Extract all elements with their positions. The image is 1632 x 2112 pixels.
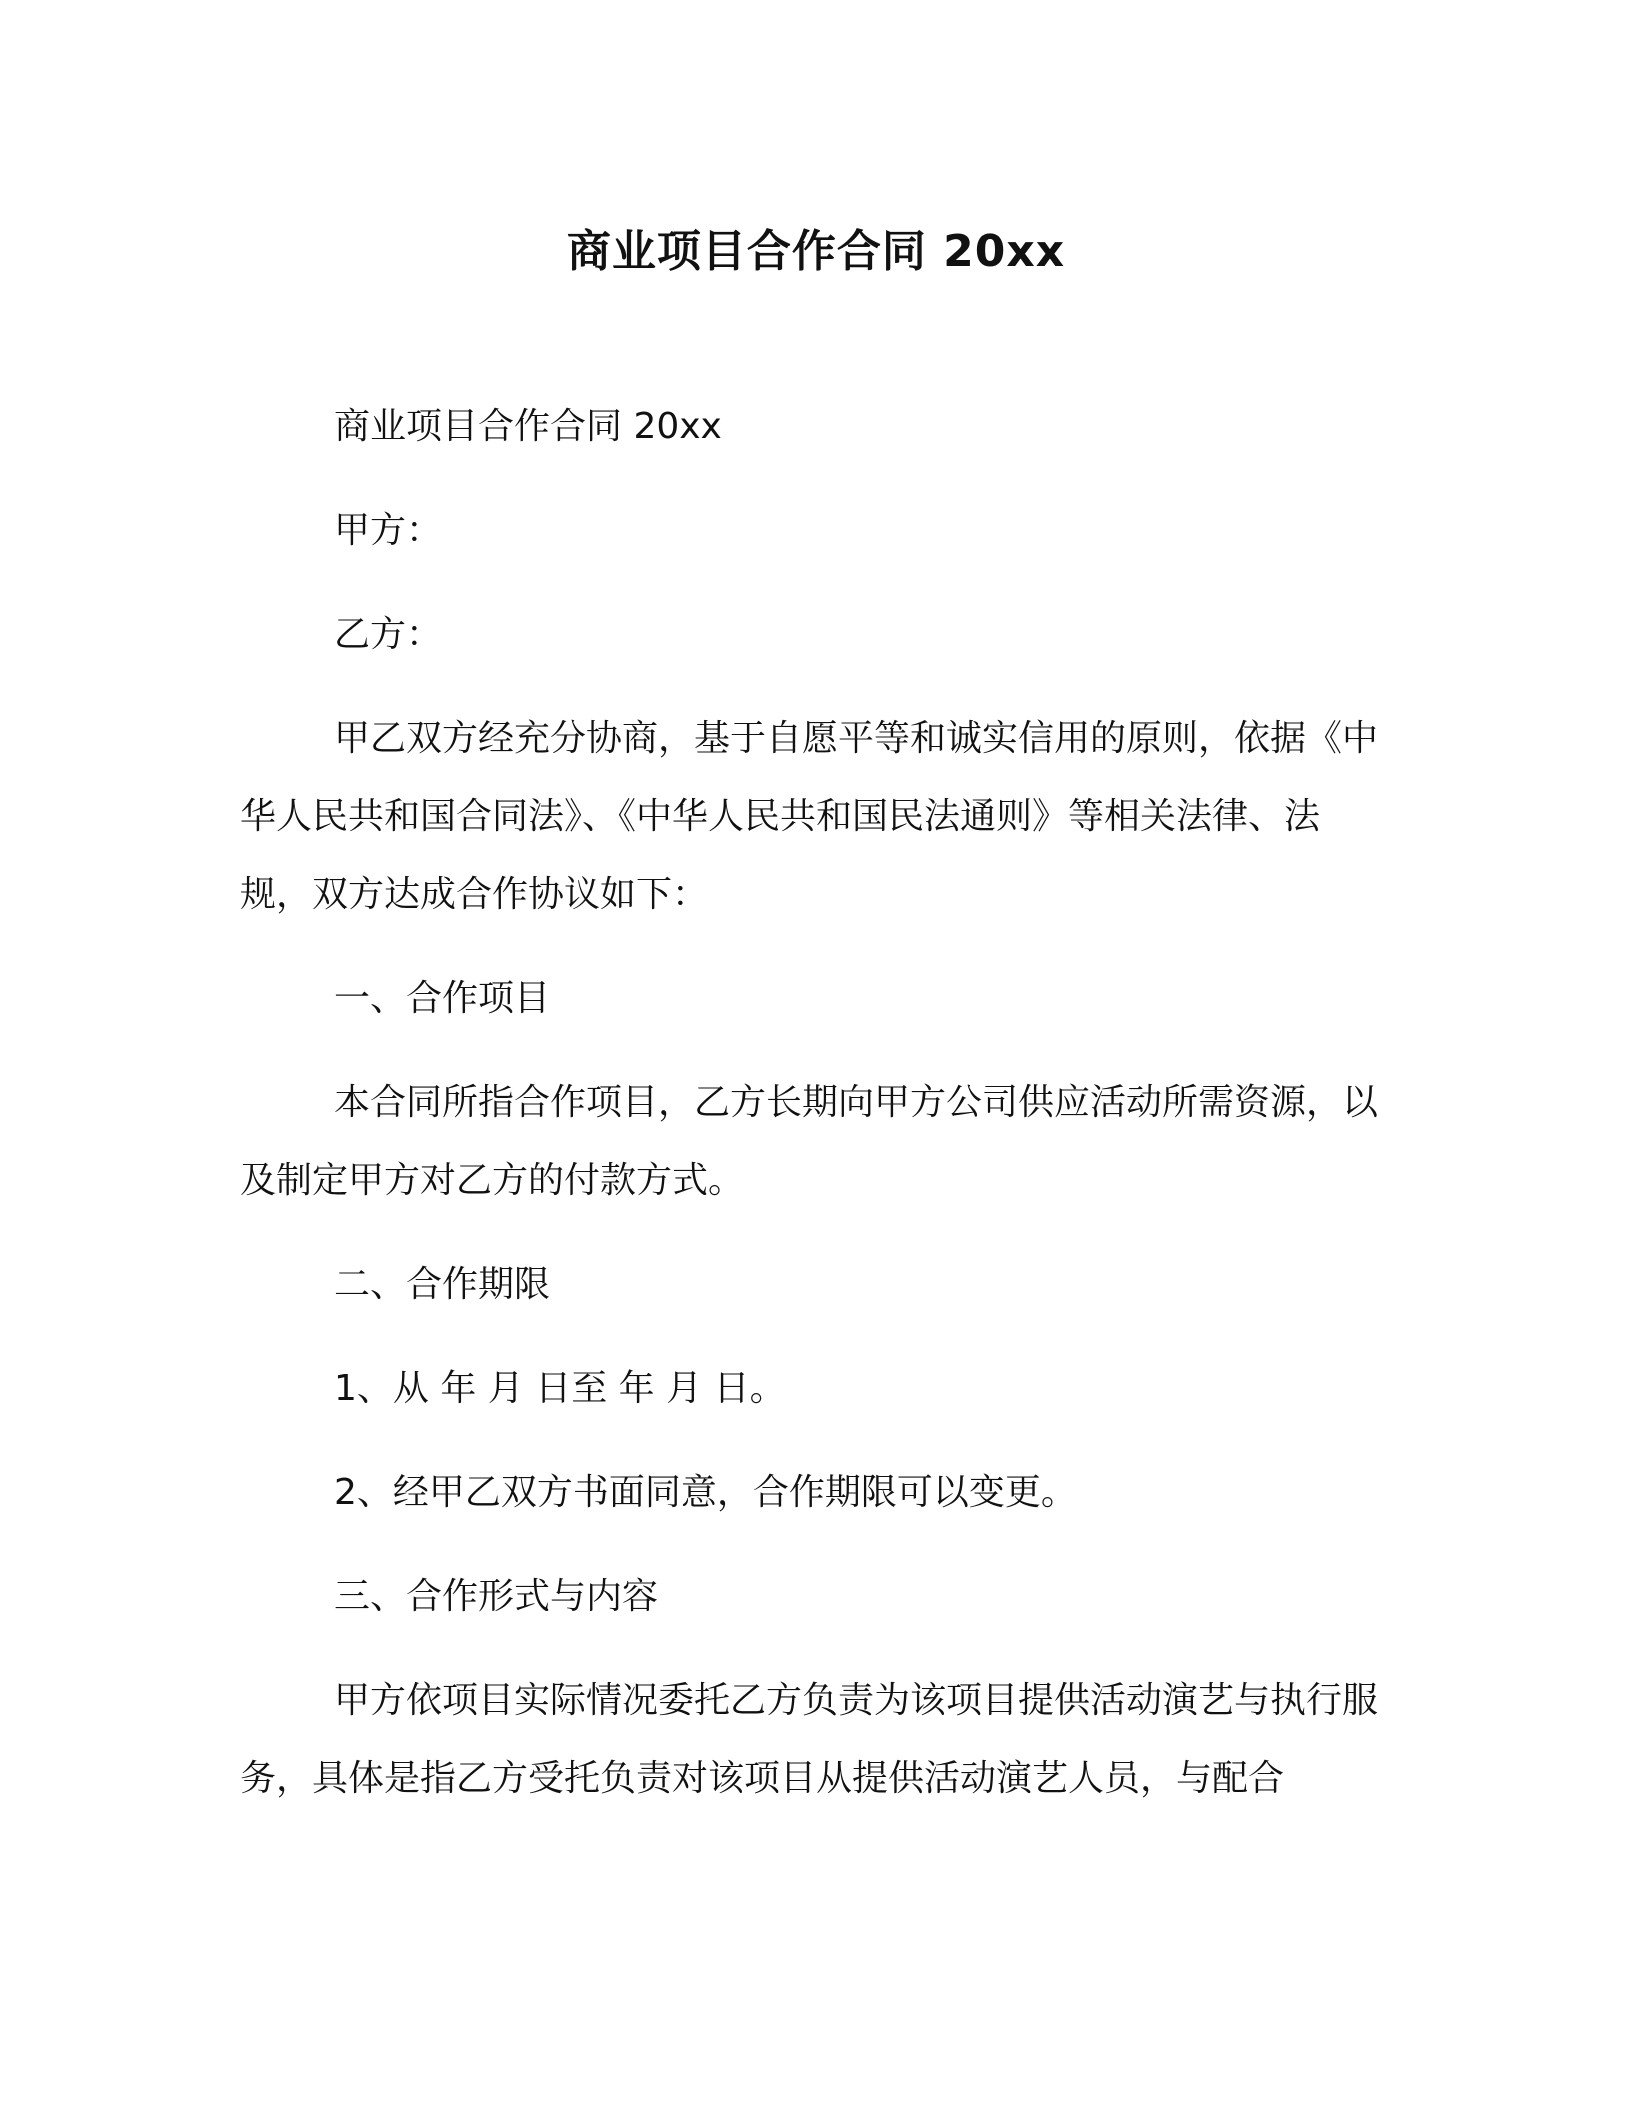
paragraph-party-a: 甲方： — [334, 510, 443, 551]
paragraph-preamble: 甲乙双方经充分协商，基于自愿平等和诚实信用的原则，依据《中华人民共和国合同法》、《中华人民共和国民法通则》等相关法律、法规，双方达成合作协议如下： — [240, 718, 1379, 915]
section-heading-1: 一、合作项目 — [334, 978, 551, 1019]
paragraph-party-b: 乙方： — [334, 614, 443, 655]
paragraph-project: 本合同所指合作项目，乙方长期向甲方公司供应活动所需资源，以及制定甲方对乙方的付款方式。 — [240, 1082, 1379, 1201]
paragraph-content: 甲方依项目实际情况委托乙方负责为该项目提供活动演艺与执行服务，具体是指乙方受托负责对该项目从提供活动演艺人员，与配合 — [240, 1680, 1379, 1799]
paragraph-term-1: 1、从 年 月 日至 年 月 日。 — [334, 1368, 786, 1409]
document-body — [240, 388, 1380, 1844]
section-heading-2: 二、合作期限 — [334, 1264, 551, 1305]
section-heading-3: 三、合作形式与内容 — [334, 1576, 659, 1617]
paragraph-term-2: 2、经甲乙双方书面同意，合作期限可以变更。 — [334, 1472, 1077, 1513]
document-title: 商业项目合作合同 20xx — [566, 226, 1066, 277]
paragraph-subtitle: 商业项目合作合同 20xx — [334, 406, 722, 447]
